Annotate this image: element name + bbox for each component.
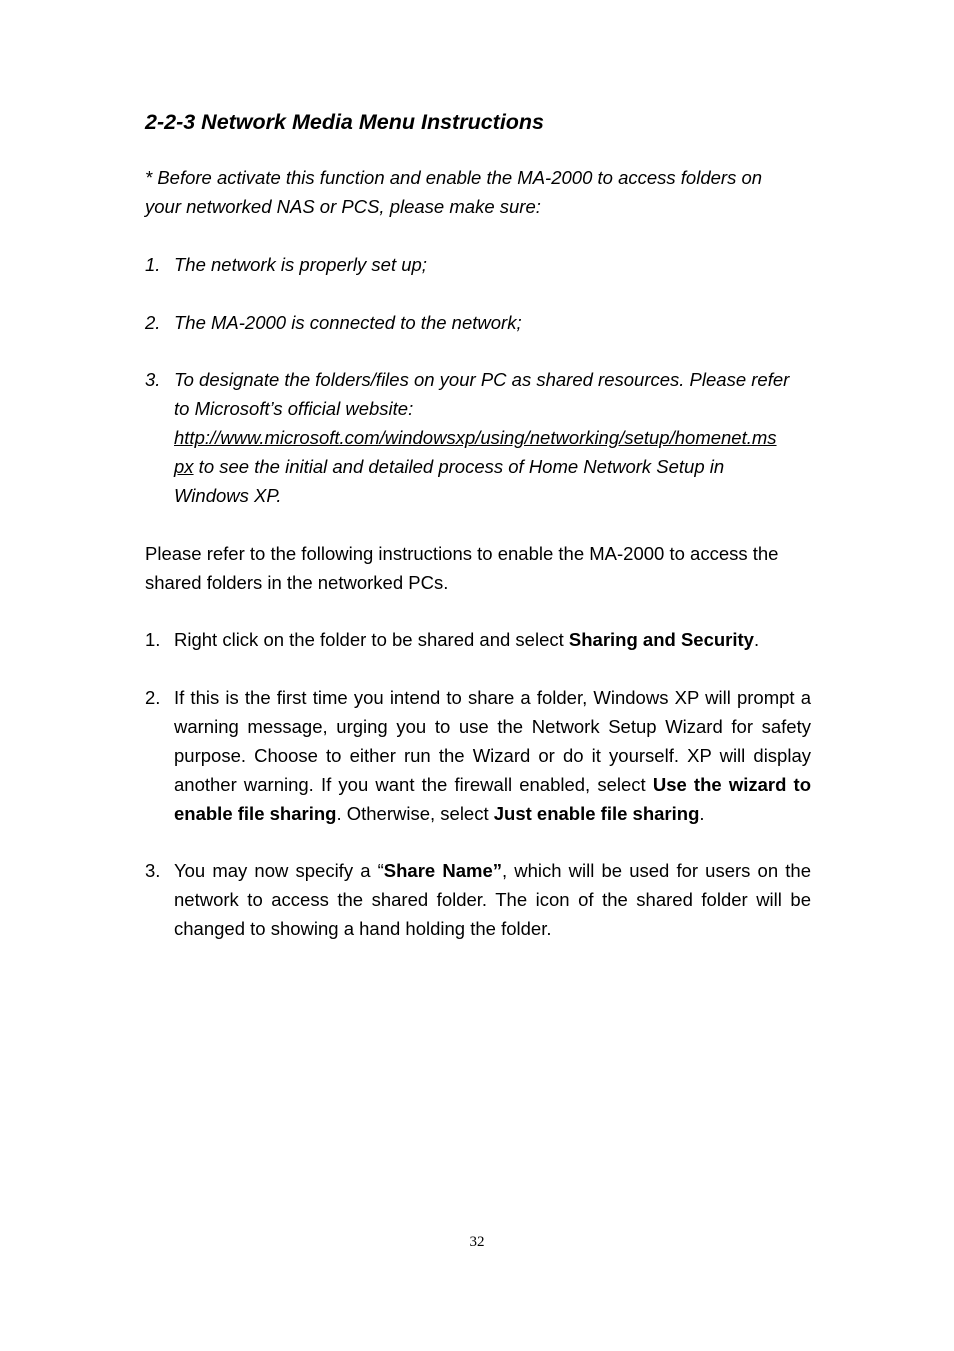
prereq-text: The network is properly set up; xyxy=(174,254,427,275)
step-2-bold-option-2: Just enable file sharing xyxy=(493,803,700,824)
intro-line-1: * Before activate this function and enable the MA-2000 to access folders on xyxy=(145,167,763,188)
step-2-text-2: . Otherwise, select xyxy=(336,803,494,824)
step-2-end: . xyxy=(699,803,705,824)
step-text xyxy=(174,683,811,828)
step-3-bold-term: Share Name” xyxy=(383,860,502,881)
section-heading: 2-2-3 Network Media Menu Instructions xyxy=(145,110,545,134)
intro-line-2: your networked NAS or PCS, please make sure: xyxy=(145,196,541,217)
instructions-intro xyxy=(145,539,817,597)
step-text xyxy=(174,856,811,943)
step-item-2 xyxy=(145,683,811,828)
microsoft-homenet-link-continued[interactable]: px xyxy=(174,456,194,477)
step-number: 3. xyxy=(145,860,161,881)
step-3-text-end: , which will be used for users on the network to access the shared folder. The icon of the shared folder will be changed to showing a hand holding the folder. xyxy=(174,860,811,939)
step-1-bold-option: Sharing and Security xyxy=(568,629,754,650)
step-3-text: You may now specify a “ xyxy=(174,860,384,881)
prereq-text: The MA-2000 is connected to the network; xyxy=(174,312,522,333)
prereq-3-line-5: Windows XP. xyxy=(174,485,282,506)
microsoft-homenet-link[interactable]: http://www.microsoft.com/windowsxp/using/networking/setup/homenet.ms xyxy=(174,427,777,448)
instructions-intro-line-2: shared folders in the networked PCs. xyxy=(145,572,449,593)
step-2-bold-option-1: Use the wizard to enable file sharing xyxy=(174,774,812,824)
step-1-end: . xyxy=(753,629,760,650)
prereq-3-line-1: To designate the folders/files on your PC as shared resources. Please refer xyxy=(174,369,790,390)
prereq-number: 3. xyxy=(145,369,161,390)
prereq-number: 2. xyxy=(145,312,161,333)
prereq-item-3 xyxy=(145,365,811,510)
step-item-1 xyxy=(145,625,811,654)
prereq-text xyxy=(174,365,811,510)
intro-note xyxy=(145,163,825,221)
step-text xyxy=(174,625,811,654)
prereq-number: 1. xyxy=(145,254,161,275)
prereq-item-2 xyxy=(145,308,811,337)
prereq-item-1 xyxy=(145,250,811,279)
prereq-3-line-4-text: to see the initial and detailed process of Home Network Setup in xyxy=(193,456,725,477)
step-item-3 xyxy=(145,856,811,943)
step-1-text: Right click on the folder to be shared and select xyxy=(174,629,569,650)
step-number: 1. xyxy=(145,629,161,650)
prereq-3-line-2: to Microsoft’s official website: xyxy=(174,398,414,419)
page-number: 32 xyxy=(469,1234,485,1250)
step-number: 2. xyxy=(145,687,161,708)
instructions-intro-line-1: Please refer to the following instructions to enable the MA-2000 to access the xyxy=(145,543,779,564)
step-2-text-1: If this is the first time you intend to share a folder, Windows XP will prompt a warning message, urging you to use the Network Setup Wizard for safety purpose. Choose to either run the Wizard or do it yourself. XP will display another warning. If you want the firewall enabled, select xyxy=(174,687,811,795)
